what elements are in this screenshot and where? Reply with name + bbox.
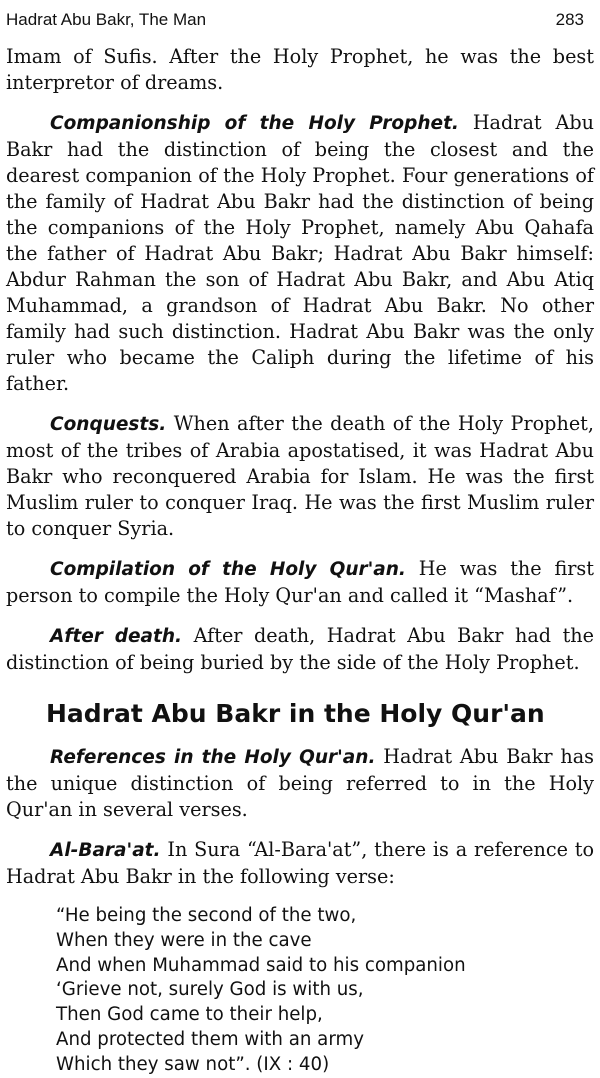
paragraph-conquests xyxy=(6,411,594,542)
verse-line: Then God came to their help, xyxy=(56,1004,323,1026)
paragraph-lead: References in the Holy Qur'an. xyxy=(50,747,376,768)
paragraph-lead: Compilation of the Holy Qur'an. xyxy=(50,559,406,580)
verse-line: ‘Grieve not, surely God is with us, xyxy=(56,979,364,1001)
paragraph-companionship xyxy=(6,110,594,397)
paragraph-text: When after the death of the Holy Prophet, most of the tribes of Arabia apostatised, it was Hadrat Abu Bakr who reconquered Arabia for Islam. He was the first Muslim ruler to conquer Iraq. He was the first Muslim ruler to conquer Syria. xyxy=(6,412,594,540)
paragraph-text: Hadrat Abu Bakr has the unique distinction of being referred to in the Holy Qur'an in several verses. xyxy=(6,745,594,821)
paragraph-references xyxy=(6,744,594,823)
paragraph-after-death xyxy=(6,623,594,676)
verse-line: And when Muhammad said to his companion xyxy=(56,954,466,976)
paragraph-lead: Companionship of the Holy Prophet. xyxy=(50,113,459,134)
paragraph-text: After death, Hadrat Abu Bakr had the distinction of being buried by the side of the Holy Prophet. xyxy=(6,624,594,674)
running-title: Hadrat Abu Bakr, The Man xyxy=(6,10,207,29)
verse-line: When they were in the cave xyxy=(56,929,312,951)
paragraph-compilation xyxy=(6,556,594,609)
quoted-verse xyxy=(56,904,594,1078)
paragraph-al-baraat xyxy=(6,837,594,890)
verse-line: “He being the second of the two, xyxy=(56,905,357,926)
paragraph-text: Imam of Sufis. After the Holy Prophet, he was the best interpretor of dreams. xyxy=(6,45,594,94)
paragraph-text: Hadrat Abu Bakr had the distinction of being the closest and the dearest companion of the Holy Prophet. Four generations of the family of Hadrat Abu Bakr had the distinction of being the companions of the Holy Prophet, namely Abu Qahafa the father of Hadrat Abu Bakr; Hadrat Abu Bakr himself: Abdur Rahman the son of Hadrat Abu Bakr, and Abu Atiq Muhammad, a grandson of Hadrat Abu Bakr. No other family had such distinction. Hadrat Abu Bakr was the only ruler who became the Caliph during the lifetime of his father. xyxy=(6,111,594,395)
verse-line: Which they saw not”. (IX : 40) xyxy=(56,1053,330,1075)
page-number: 283 xyxy=(555,10,584,29)
paragraph-lead: After death. xyxy=(50,626,183,647)
paragraph-text: He was the first person to compile the Holy Qur'an and called it “Mashaf”. xyxy=(6,557,594,607)
paragraph-text: In Sura “Al-Bara'at”, there is a reference to Hadrat Abu Bakr in the following verse: xyxy=(6,838,594,888)
running-header xyxy=(6,0,594,44)
paragraph-lead: Conquests. xyxy=(50,414,167,435)
paragraph-continued xyxy=(6,44,594,96)
paragraph-lead: Al-Bara'at. xyxy=(50,840,161,861)
verse-line: And protected them with an army xyxy=(56,1028,364,1050)
section-heading: Hadrat Abu Bakr in the Holy Qur'an xyxy=(46,699,545,728)
